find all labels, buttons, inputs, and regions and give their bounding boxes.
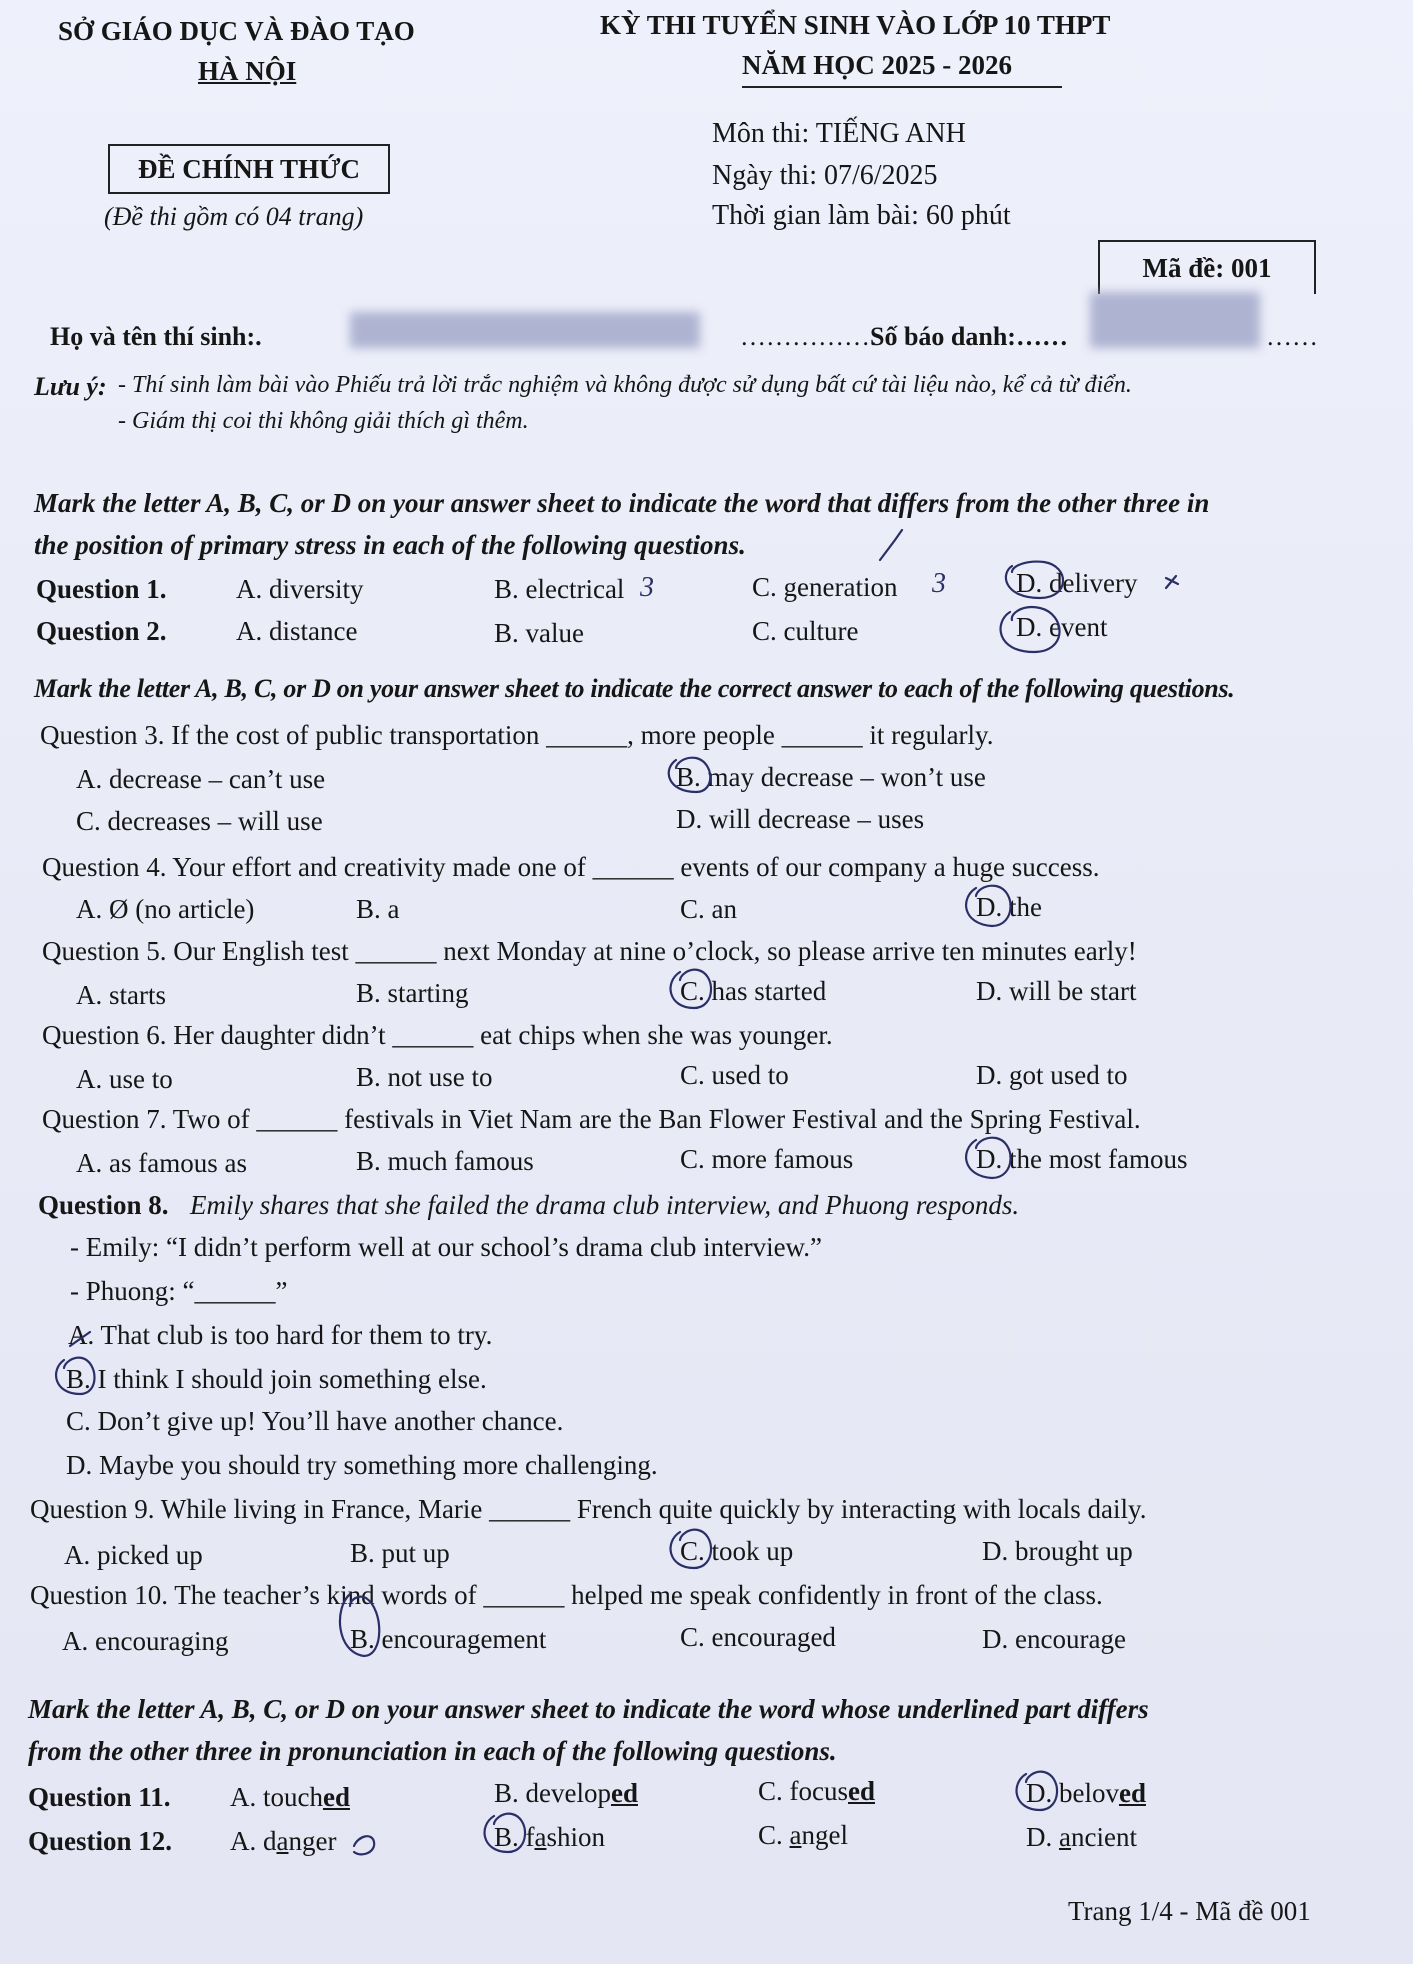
- question-2-label: Question 2.: [36, 616, 167, 646]
- q5-option-a[interactable]: A. starts: [76, 980, 166, 1010]
- department-name: SỞ GIÁO DỤC VÀ ĐÀO TẠO: [58, 16, 415, 46]
- official-exam-label: ĐỀ CHÍNH THỨC: [108, 144, 390, 194]
- q12-a-pre: A. d: [230, 1826, 277, 1856]
- q12-d-underlined: a: [1059, 1822, 1071, 1852]
- q2-option-b[interactable]: B. value: [494, 618, 584, 648]
- candidate-id-label: Số báo danh:……: [870, 322, 1068, 351]
- subject: Môn thi: TIẾNG ANH: [712, 118, 966, 149]
- q5-option-c[interactable]: C. has started: [680, 976, 827, 1006]
- q1-option-b[interactable]: B. electrical: [494, 574, 625, 604]
- q3-option-a[interactable]: A. decrease – can’t use: [76, 764, 326, 794]
- note-line-2: - Giám thị coi thi không giải thích gì thêm.: [118, 408, 529, 434]
- question-3-stem: Question 3. If the cost of public transportation ______, more people ______ it regularly.: [40, 720, 994, 750]
- q10-b-circle: [340, 1594, 379, 1656]
- q7-option-c[interactable]: C. more famous: [680, 1144, 854, 1174]
- q1-c-number-mark: 3: [932, 568, 946, 599]
- q10-option-c[interactable]: C. encouraged: [680, 1622, 836, 1652]
- q9-option-c[interactable]: C. took up: [680, 1536, 794, 1566]
- q6-option-d[interactable]: D. got used to: [976, 1060, 1128, 1090]
- q10-option-d[interactable]: D. encourage: [982, 1624, 1126, 1654]
- section-correct-answer-instruction: Mark the letter A, B, C, or D on your answer sheet to indicate the correct answer to each of the following questions.: [34, 674, 1235, 703]
- q1-option-c[interactable]: C. generation: [752, 572, 898, 602]
- q7-option-d[interactable]: D. the most famous: [976, 1144, 1188, 1174]
- q11-d-underlined: ed: [1118, 1778, 1146, 1808]
- q11-c-underlined: ed: [848, 1776, 875, 1806]
- q6-option-c[interactable]: C. used to: [680, 1060, 789, 1090]
- page-footer: Trang 1/4 - Mã đề 001: [1068, 1896, 1311, 1926]
- q8-option-c[interactable]: C. Don’t give up! You’ll have another chance.: [66, 1406, 564, 1436]
- question-5-stem: Question 5. Our English test ______ next Monday at nine o’clock, so please arrive ten minutes early!: [42, 936, 1137, 966]
- q5-option-d[interactable]: D. will be start: [976, 976, 1137, 1006]
- q11-c-text: C. focus: [758, 1776, 848, 1806]
- q11-b-text: B. develop: [494, 1778, 611, 1808]
- question-4-stem: Question 4. Your effort and creativity made one of ______ events of our company a huge success.: [42, 852, 1100, 882]
- question-12-label: Question 12.: [28, 1826, 173, 1856]
- q2-option-c[interactable]: C. culture: [752, 616, 859, 646]
- exam-date: Ngày thi: 07/6/2025: [712, 160, 938, 191]
- q8-option-d[interactable]: D. Maybe you should try something more challenging.: [66, 1450, 658, 1480]
- q9-option-b[interactable]: B. put up: [350, 1538, 450, 1568]
- q11-d-circle: [1017, 1772, 1058, 1810]
- pages-note: (Đề thi gồm có 04 trang): [104, 202, 364, 231]
- q11-a-underlined: ed: [322, 1782, 350, 1812]
- q12-a-underlined: a: [276, 1826, 289, 1856]
- q1-b-number-mark: 3: [640, 572, 654, 603]
- q12-d-pre: D.: [1026, 1822, 1059, 1852]
- q4-option-a[interactable]: A. Ø (no article): [76, 894, 255, 924]
- q12-b-pre: B. f: [494, 1822, 535, 1852]
- q1-option-d[interactable]: D. delivery: [1016, 568, 1138, 598]
- q3-option-b[interactable]: B. may decrease – won’t use: [676, 762, 986, 792]
- q4-d-circle: [966, 886, 1010, 926]
- q11-a-text: A. touch: [230, 1782, 323, 1812]
- department-city: HÀ NỘI: [198, 56, 297, 86]
- q1-d-circle: [1006, 562, 1063, 598]
- q1-c-tick-mark: [880, 530, 902, 560]
- q6-option-a[interactable]: A. use to: [76, 1064, 173, 1094]
- exam-duration: Thời gian làm bài: 60 phút: [712, 200, 1011, 231]
- q3-option-d[interactable]: D. will decrease – uses: [676, 804, 925, 834]
- q12-a-mark: [354, 1836, 374, 1854]
- q5-option-b[interactable]: B. starting: [356, 978, 469, 1008]
- q3-option-c[interactable]: C. decreases – will use: [76, 806, 323, 836]
- q8-option-b[interactable]: B. I think I should join something else.: [66, 1364, 487, 1394]
- question-1-label: Question 1.: [36, 574, 167, 604]
- q6-option-b[interactable]: B. not use to: [356, 1062, 493, 1092]
- section-pronunciation-instruction-2: from the other three in pronunciation in each of the following questions.: [28, 1736, 837, 1766]
- q12-c-pre: C.: [758, 1820, 790, 1850]
- q1-d-star-mark: [1166, 576, 1178, 588]
- question-7-stem: Question 7. Two of ______ festivals in Viet Nam are the Ban Flower Festival and the Spring Festival.: [42, 1104, 1141, 1134]
- question-8-stem: Emily shares that she failed the drama club interview, and Phuong responds.: [190, 1190, 1020, 1220]
- q12-c-post: ngel: [801, 1820, 848, 1850]
- q9-c-circle: [671, 1530, 712, 1568]
- q9-option-a[interactable]: A. picked up: [64, 1540, 203, 1570]
- candidate-name-dots: …………….: [740, 322, 877, 351]
- section-pronunciation-instruction-1: Mark the letter A, B, C, or D on your answer sheet to indicate the word whose underlined part differs: [28, 1694, 1149, 1724]
- question-11-label: Question 11.: [28, 1782, 171, 1812]
- question-9-stem: Question 9. While living in France, Marie ______ French quite quickly by interacting with locals daily.: [30, 1494, 1147, 1524]
- q12-c-underlined: a: [789, 1820, 802, 1850]
- q10-option-a[interactable]: A. encouraging: [62, 1626, 229, 1656]
- q11-b-underlined: ed: [610, 1778, 638, 1808]
- exam-title: KỲ THI TUYỂN SINH VÀO LỚP 10 THPT: [600, 10, 1111, 40]
- q7-option-a[interactable]: A. as famous as: [76, 1148, 247, 1178]
- question-10-stem: Question 10. The teacher’s kind words of ______ helped me speak confidently in front of the class.: [30, 1580, 1103, 1610]
- q4-option-d[interactable]: D. the: [976, 892, 1042, 922]
- q8-option-a[interactable]: A. That club is too hard for them to try.: [68, 1320, 493, 1350]
- q12-b-post: shion: [546, 1822, 605, 1852]
- note-line-1: - Thí sinh làm bài vào Phiếu trả lời trắc nghiệm và không được sử dụng bất cứ tài liệu nào, kể cả từ điển.: [118, 372, 1132, 398]
- q12-b-underlined: a: [534, 1822, 547, 1852]
- q3-b-circle: [669, 758, 711, 792]
- q8-phuong-line: - Phuong: “______”: [70, 1276, 288, 1306]
- q7-option-b[interactable]: B. much famous: [356, 1146, 534, 1176]
- q8-b-circle: [56, 1358, 94, 1394]
- section-stress-instruction-1: Mark the letter A, B, C, or D on your answer sheet to indicate the word that differs from the other three in: [34, 488, 1210, 518]
- q9-option-d[interactable]: D. brought up: [982, 1536, 1133, 1566]
- exam-code: Mã đề: 001: [1098, 240, 1316, 294]
- q12-a-post: nger: [288, 1826, 337, 1856]
- q12-b-circle: [485, 1814, 526, 1852]
- q1-option-a[interactable]: A. diversity: [236, 574, 364, 604]
- q2-option-d[interactable]: D. event: [1016, 612, 1108, 642]
- q4-option-b[interactable]: B. a: [356, 894, 400, 924]
- school-year: NĂM HỌC 2025 - 2026: [742, 50, 1012, 80]
- note-prefix: Lưu ý:: [34, 372, 107, 401]
- section-stress-instruction-2: the position of primary stress in each of the following questions.: [34, 530, 746, 560]
- q8-emily-line: - Emily: “I didn’t perform well at our school’s drama club interview.”: [70, 1232, 823, 1262]
- candidate-id-dots: ……: [1266, 322, 1318, 351]
- q8-a-mark: [70, 1332, 90, 1346]
- q4-option-c[interactable]: C. an: [680, 894, 737, 924]
- q10-option-b[interactable]: B. encouragement: [350, 1624, 547, 1654]
- q12-d-post: ncient: [1070, 1822, 1137, 1852]
- question-8-label: Question 8.: [38, 1190, 169, 1220]
- q11-d-text: D. belov: [1026, 1778, 1119, 1808]
- q2-option-a[interactable]: A. distance: [236, 616, 358, 646]
- q5-c-circle: [671, 970, 712, 1008]
- q2-d-circle: [1001, 607, 1060, 652]
- q7-d-circle: [966, 1138, 1010, 1178]
- candidate-name-label: Họ và tên thí sinh:.: [50, 322, 262, 351]
- question-6-stem: Question 6. Her daughter didn’t ______ eat chips when she was younger.: [42, 1020, 833, 1050]
